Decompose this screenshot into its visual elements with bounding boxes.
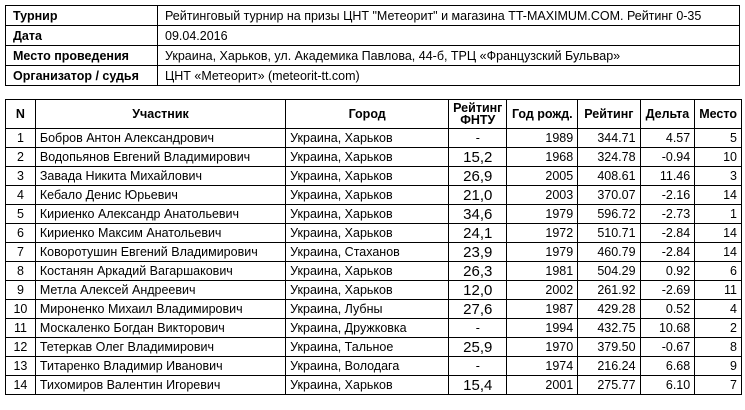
cell-rating: 379.50 [578, 338, 640, 357]
cell-rating: 429.28 [578, 300, 640, 319]
info-value: Рейтинговый турнир на призы ЦНТ "Метеорит" и магазина TT-MAXIMUM.COM. Рейтинг 0-35 [158, 6, 740, 26]
cell-rating: 324.78 [578, 148, 640, 167]
cell-rating: 275.77 [578, 376, 640, 395]
table-row [6, 205, 742, 224]
cell-rating: 510.71 [578, 224, 640, 243]
cell-birth: 2005 [507, 167, 578, 186]
table-row [6, 300, 742, 319]
cell-n: 12 [6, 338, 36, 357]
table-row [6, 224, 742, 243]
tournament-info-table [5, 5, 740, 86]
cell-city: Украина, Володага [286, 357, 449, 376]
cell-rating-ftu: 34,6 [449, 205, 507, 224]
cell-player: Мироненко Михаил Владимирович [35, 300, 285, 319]
cell-rating: 216.24 [578, 357, 640, 376]
info-value: Украина, Харьков, ул. Академика Павлова, 44-б, ТРЦ «Французский Бульвар» [158, 46, 740, 66]
cell-n: 3 [6, 167, 36, 186]
cell-city: Украина, Харьков [286, 186, 449, 205]
cell-delta: -2.16 [640, 186, 695, 205]
cell-place: 3 [695, 167, 742, 186]
cell-birth: 1968 [507, 148, 578, 167]
cell-rating-ftu: 26,9 [449, 167, 507, 186]
cell-n: 1 [6, 129, 36, 148]
col-header-birth: Год рожд. [507, 100, 578, 129]
info-row [6, 66, 740, 86]
results-header-row [6, 100, 742, 129]
cell-place: 6 [695, 262, 742, 281]
cell-place: 10 [695, 148, 742, 167]
cell-place: 14 [695, 224, 742, 243]
table-row [6, 376, 742, 395]
cell-delta: 11.46 [640, 167, 695, 186]
cell-city: Украина, Харьков [286, 205, 449, 224]
cell-player: Москаленко Богдан Викторович [35, 319, 285, 338]
cell-place: 4 [695, 300, 742, 319]
table-row [6, 338, 742, 357]
cell-player: Тетеркав Олег Владимирович [35, 338, 285, 357]
cell-rating: 261.92 [578, 281, 640, 300]
cell-birth: 1979 [507, 243, 578, 262]
cell-n: 4 [6, 186, 36, 205]
cell-n: 5 [6, 205, 36, 224]
info-row [6, 46, 740, 66]
col-header-place: Место [695, 100, 742, 129]
col-header-n: N [6, 100, 36, 129]
cell-birth: 2002 [507, 281, 578, 300]
cell-rating: 344.71 [578, 129, 640, 148]
cell-rating-ftu: 21,0 [449, 186, 507, 205]
cell-rating: 504.29 [578, 262, 640, 281]
col-header-rating-ftu-line2: ФНТУ [460, 113, 496, 127]
cell-place: 2 [695, 319, 742, 338]
table-row [6, 129, 742, 148]
cell-birth: 1994 [507, 319, 578, 338]
cell-city: Украина, Харьков [286, 376, 449, 395]
cell-city: Украина, Тальное [286, 338, 449, 357]
cell-delta: -2.73 [640, 205, 695, 224]
cell-place: 7 [695, 376, 742, 395]
cell-n: 13 [6, 357, 36, 376]
cell-city: Украина, Лубны [286, 300, 449, 319]
cell-place: 14 [695, 243, 742, 262]
cell-place: 14 [695, 186, 742, 205]
cell-delta: 4.57 [640, 129, 695, 148]
cell-birth: 2003 [507, 186, 578, 205]
cell-delta: -2.84 [640, 243, 695, 262]
info-value: ЦНТ «Метеорит» (meteorit-tt.com) [158, 66, 740, 86]
cell-n: 11 [6, 319, 36, 338]
cell-rating-ftu: - [449, 357, 507, 376]
cell-player: Кириенко Александр Анатольевич [35, 205, 285, 224]
cell-rating-ftu: - [449, 319, 507, 338]
cell-n: 14 [6, 376, 36, 395]
cell-delta: 10.68 [640, 319, 695, 338]
cell-delta: -0.94 [640, 148, 695, 167]
cell-rating-ftu: 15,2 [449, 148, 507, 167]
cell-city: Украина, Харьков [286, 281, 449, 300]
cell-city: Украина, Дружковка [286, 319, 449, 338]
table-row [6, 186, 742, 205]
cell-delta: 0.92 [640, 262, 695, 281]
col-header-city: Город [286, 100, 449, 129]
table-row [6, 148, 742, 167]
cell-delta: 6.10 [640, 376, 695, 395]
info-label: Дата [6, 26, 158, 46]
cell-rating-ftu: 15,4 [449, 376, 507, 395]
cell-city: Украина, Стаханов [286, 243, 449, 262]
info-row [6, 26, 740, 46]
cell-player: Бобров Антон Александрович [35, 129, 285, 148]
info-label: Место проведения [6, 46, 158, 66]
col-header-rating-ftu [449, 100, 507, 129]
info-row [6, 6, 740, 26]
cell-place: 9 [695, 357, 742, 376]
cell-n: 8 [6, 262, 36, 281]
cell-player: Завада Никита Михайлович [35, 167, 285, 186]
cell-player: Тихомиров Валентин Игоревич [35, 376, 285, 395]
info-label: Турнир [6, 6, 158, 26]
cell-player: Титаренко Владимир Иванович [35, 357, 285, 376]
cell-player: Коворотушин Евгений Владимирович [35, 243, 285, 262]
cell-rating: 408.61 [578, 167, 640, 186]
cell-delta: -2.84 [640, 224, 695, 243]
cell-birth: 2001 [507, 376, 578, 395]
table-row [6, 357, 742, 376]
cell-city: Украина, Харьков [286, 129, 449, 148]
cell-place: 1 [695, 205, 742, 224]
table-row [6, 319, 742, 338]
cell-city: Украина, Харьков [286, 262, 449, 281]
cell-rating: 460.79 [578, 243, 640, 262]
cell-rating-ftu: 27,6 [449, 300, 507, 319]
info-label: Организатор / судья [6, 66, 158, 86]
cell-birth: 1970 [507, 338, 578, 357]
cell-birth: 1981 [507, 262, 578, 281]
cell-delta: -2.69 [640, 281, 695, 300]
cell-rating: 432.75 [578, 319, 640, 338]
cell-rating-ftu: 24,1 [449, 224, 507, 243]
cell-n: 2 [6, 148, 36, 167]
cell-rating: 370.07 [578, 186, 640, 205]
cell-birth: 1974 [507, 357, 578, 376]
cell-delta: -0.67 [640, 338, 695, 357]
cell-city: Украина, Харьков [286, 167, 449, 186]
col-header-rating: Рейтинг [578, 100, 640, 129]
cell-city: Украина, Харьков [286, 224, 449, 243]
col-header-delta: Дельта [640, 100, 695, 129]
cell-rating-ftu: 12,0 [449, 281, 507, 300]
cell-n: 10 [6, 300, 36, 319]
cell-birth: 1987 [507, 300, 578, 319]
cell-place: 5 [695, 129, 742, 148]
cell-birth: 1979 [507, 205, 578, 224]
cell-n: 7 [6, 243, 36, 262]
col-header-player: Участник [35, 100, 285, 129]
cell-rating-ftu: - [449, 129, 507, 148]
cell-n: 9 [6, 281, 36, 300]
cell-player: Кириенко Максим Анатольевич [35, 224, 285, 243]
info-value: 09.04.2016 [158, 26, 740, 46]
cell-n: 6 [6, 224, 36, 243]
cell-delta: 0.52 [640, 300, 695, 319]
cell-rating: 596.72 [578, 205, 640, 224]
cell-player: Метла Алексей Андреевич [35, 281, 285, 300]
cell-place: 11 [695, 281, 742, 300]
cell-birth: 1972 [507, 224, 578, 243]
cell-player: Костанян Аркадий Вагаршакович [35, 262, 285, 281]
cell-player: Кебало Денис Юрьевич [35, 186, 285, 205]
table-row [6, 243, 742, 262]
table-row [6, 167, 742, 186]
cell-place: 8 [695, 338, 742, 357]
col-header-rating-ftu-line1: Рейтинг [453, 101, 503, 115]
cell-birth: 1989 [507, 129, 578, 148]
results-table [5, 99, 742, 395]
cell-rating-ftu: 25,9 [449, 338, 507, 357]
cell-rating-ftu: 23,9 [449, 243, 507, 262]
cell-player: Водопьянов Евгений Владимирович [35, 148, 285, 167]
cell-rating-ftu: 26,3 [449, 262, 507, 281]
table-row [6, 281, 742, 300]
table-row [6, 262, 742, 281]
cell-delta: 6.68 [640, 357, 695, 376]
cell-city: Украина, Харьков [286, 148, 449, 167]
